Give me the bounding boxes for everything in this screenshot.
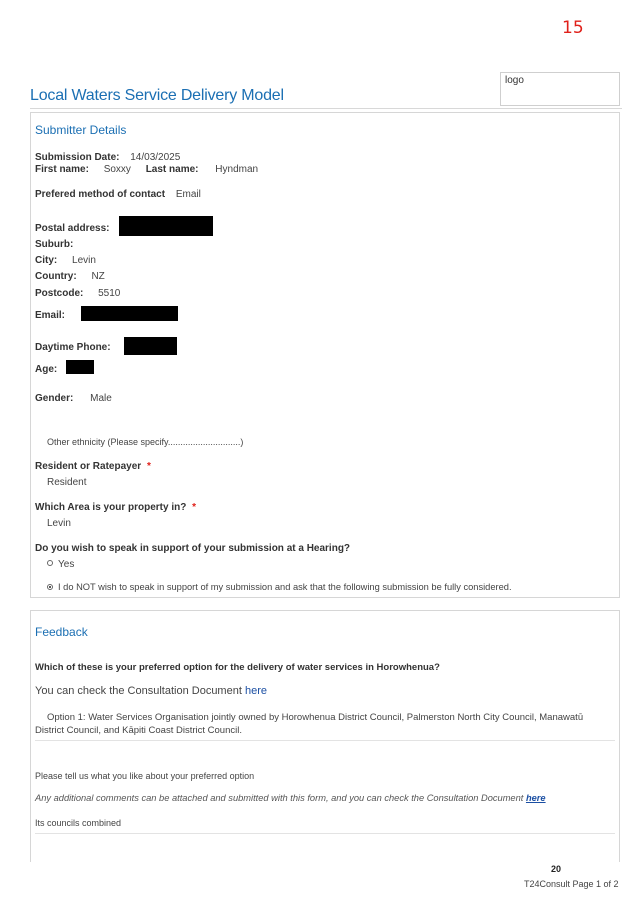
suburb-label: Suburb: xyxy=(35,239,74,250)
redacted-postal-address xyxy=(119,216,213,236)
area-value: Levin xyxy=(47,518,71,529)
preferred-option-question: Which of these is your preferred option for the delivery of water services in Horowhenua? xyxy=(35,662,440,673)
gender-value: Male xyxy=(90,393,112,404)
check-document-row xyxy=(35,685,267,697)
like-question: Please tell us what you like about your preferred option xyxy=(35,771,255,781)
ethnicity-text: Other ethnicity (Please specify.............................) xyxy=(47,437,244,447)
logo-placeholder: logo xyxy=(500,72,620,106)
contact-method-value: Email xyxy=(175,189,201,200)
required-marker: * xyxy=(146,461,151,472)
hearing-yes-label: Yes xyxy=(58,559,75,570)
hearing-option-no[interactable] xyxy=(47,582,512,592)
radio-checked-icon[interactable] xyxy=(47,584,53,590)
submission-date-label: Submission Date: xyxy=(35,152,120,163)
suburb-row xyxy=(35,239,73,250)
gender-row xyxy=(35,393,112,404)
city-row xyxy=(35,255,96,266)
last-name-label: Last name: xyxy=(145,164,199,175)
resident-label: Resident or Ratepayer xyxy=(35,461,142,472)
title-divider xyxy=(30,108,622,109)
comments-text: Any additional comments can be attached and submitted with this form, and you can check the Consultation Document xyxy=(35,793,524,803)
phone-row xyxy=(35,342,111,353)
selected-option-text: Option 1: Water Services Organisation jointly owned by Horowhenua District Council, Palmerston North City Council, Manawatū District Council, and Kāpiti Coast District Council. xyxy=(35,712,584,736)
required-marker: * xyxy=(192,502,197,513)
city-value: Levin xyxy=(72,255,96,266)
hearing-no-label: I do NOT wish to speak in support of my submission and ask that the following submission be fully considered. xyxy=(58,582,512,592)
like-answer: Its councils combined xyxy=(35,818,122,828)
name-row xyxy=(35,164,258,175)
redacted-email xyxy=(81,306,178,321)
section-title-submitter: Submitter Details xyxy=(35,123,127,137)
consultation-document-link[interactable]: here xyxy=(525,793,546,803)
postcode-value: 5510 xyxy=(98,288,121,299)
submission-date-value: 14/03/2025 xyxy=(130,152,181,163)
phone-label: Daytime Phone: xyxy=(35,342,111,353)
last-name-value: Hyndman xyxy=(215,164,259,175)
country-value: NZ xyxy=(91,271,105,282)
gender-label: Gender: xyxy=(35,393,74,404)
city-label: City: xyxy=(35,255,58,266)
section-title-feedback: Feedback xyxy=(35,625,88,639)
age-row xyxy=(35,364,57,375)
page-number: 15 xyxy=(562,18,584,38)
area-label: Which Area is your property in? xyxy=(35,502,187,513)
page-title: Local Waters Service Delivery Model xyxy=(30,87,284,104)
first-name-value: Soxxy xyxy=(103,164,131,175)
postcode-row xyxy=(35,288,120,299)
answer-divider xyxy=(35,833,615,834)
comments-row xyxy=(35,793,546,803)
hearing-option-yes[interactable] xyxy=(47,559,74,570)
area-row xyxy=(35,502,196,513)
contact-method-row xyxy=(35,189,201,200)
submitter-details-panel xyxy=(30,112,620,598)
email-label: Email: xyxy=(35,310,66,321)
resident-row xyxy=(35,461,151,472)
radio-icon[interactable] xyxy=(47,560,53,566)
feedback-panel xyxy=(30,610,620,862)
footer-page-number: 20 xyxy=(551,864,562,874)
redacted-age xyxy=(66,360,94,374)
submission-date-row xyxy=(35,152,180,163)
country-label: Country: xyxy=(35,271,77,282)
postcode-label: Postcode: xyxy=(35,288,84,299)
postal-address-label: Postal address: xyxy=(35,223,110,234)
hearing-question: Do you wish to speak in support of your submission at a Hearing? xyxy=(35,543,351,554)
first-name-label: First name: xyxy=(35,164,89,175)
contact-method-label: Prefered method of contact xyxy=(35,189,166,200)
resident-value: Resident xyxy=(47,477,87,488)
footer-text: T24Consult Page 1 of 2 xyxy=(524,879,619,889)
option-divider xyxy=(35,740,615,741)
consultation-document-link[interactable]: here xyxy=(244,685,267,697)
hearing-question-row xyxy=(35,543,350,554)
age-label: Age: xyxy=(35,364,58,375)
country-row xyxy=(35,271,105,282)
check-document-text: You can check the Consultation Document xyxy=(35,685,242,697)
postal-address-row xyxy=(35,223,109,234)
email-row xyxy=(35,310,65,321)
redacted-phone xyxy=(124,337,177,355)
